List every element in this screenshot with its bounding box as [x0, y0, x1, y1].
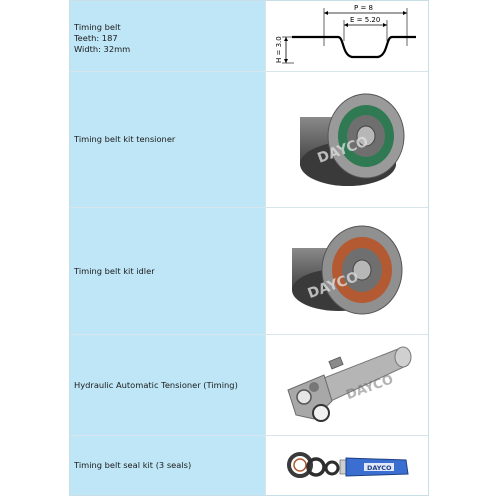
- dayco-watermark: DAYCO: [305, 269, 361, 303]
- tensioner-pulley-image: [266, 72, 428, 207]
- seal-kit-label: Timing belt seal kit (3 seals): [74, 460, 192, 470]
- label-cell: [70, 436, 266, 495]
- label-cell: [70, 72, 266, 207]
- hydraulic-tensioner-label: Hydraulic Automatic Tensioner (Timing): [74, 379, 238, 390]
- tensioner-label: Timing belt kit tensioner: [74, 134, 176, 144]
- dayco-watermark: DAYCO: [315, 133, 371, 167]
- seal-kit-image: [266, 436, 428, 495]
- label-cell: [70, 208, 266, 334]
- label-cell: [70, 335, 266, 435]
- table-row-hydraulic-tensioner: [70, 335, 428, 436]
- timing-belt-label: Timing belt Teeth: 187 Width: 32mm: [74, 22, 131, 54]
- dayco-watermark: DAYCO: [344, 372, 396, 404]
- timing-belt-diagram: [266, 1, 428, 71]
- idler-pulley-image: [266, 208, 428, 334]
- label-cell: [70, 1, 266, 71]
- parts-table: [69, 0, 429, 496]
- pitch-label: P = 8: [354, 4, 373, 12]
- height-label: H = 3.0: [275, 36, 283, 63]
- table-row-timing-belt: [70, 1, 428, 72]
- dayco-tube-label: DAYCO: [367, 464, 392, 472]
- table-row-seal-kit: [70, 436, 428, 495]
- table-row-idler: [70, 208, 428, 335]
- idler-label: Timing belt kit idler: [74, 265, 155, 276]
- hydraulic-tensioner-image: [266, 335, 428, 435]
- tooth-width-label: E = 5.20: [350, 16, 381, 24]
- table-row-tensioner: [70, 72, 428, 208]
